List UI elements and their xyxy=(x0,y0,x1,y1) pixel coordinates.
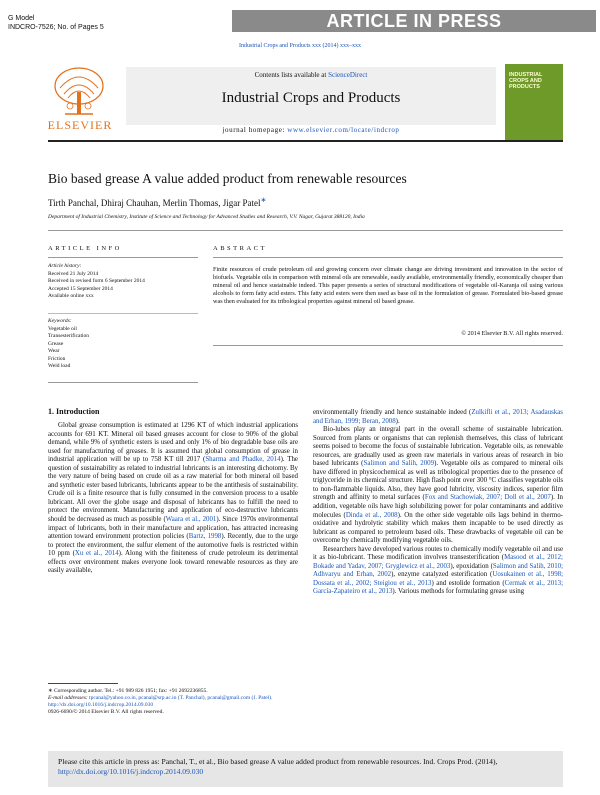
header-rule xyxy=(48,140,563,142)
corresponding-author-mark[interactable]: ∗ xyxy=(260,196,267,204)
journal-homepage xyxy=(126,126,496,134)
sciencedirect-link[interactable]: ScienceDirect xyxy=(328,71,368,79)
paragraph-text: ). Vegetable oils as compared to mineral oils have differed in physicochemical as well as tribological properties due to the presence of triglyceride in its chemical structure. High flash point over 300 °C classifies vegetable oils to non-flammable liquids. Also, they have good lubricity, viscosity indices, superior film strength and affinity to metal surfaces ( xyxy=(313,460,563,502)
paragraph-text: ). Recently, due to the urge to protect the environment, the sulfur element of the automotive fuels is restricted within 10 ppm ( xyxy=(48,533,298,558)
journal-citation-line[interactable]: Industrial Crops and Products xxx (2014) xxx–xxx xyxy=(239,43,361,49)
abstract-heading: ABSTRACT xyxy=(213,245,267,252)
manuscript-id xyxy=(8,14,104,32)
article-info-rule xyxy=(48,257,198,258)
doi-link[interactable]: http://dx.doi.org/10.1016/j.indcrop.2014.09.030 xyxy=(48,702,154,708)
reference-link[interactable]: Cermak et al., 2013; García-Zapateiro et al., 2013 xyxy=(313,579,563,596)
keyword: Transesterification xyxy=(48,333,90,339)
homepage-link[interactable]: www.elsevier.com/locate/indcrop xyxy=(287,126,400,134)
keyword: Wear xyxy=(48,348,60,354)
reference-link[interactable]: Xu et al., 2014 xyxy=(74,550,119,558)
paragraph-text: Researchers have developed various routes to chemically modify vegetable oil and use it as bio-lubricant. These modification involves transesterification ( xyxy=(313,545,563,562)
paragraph-text: ). xyxy=(395,417,400,425)
paragraph-text: ) and estolide formation ( xyxy=(431,579,505,587)
keywords xyxy=(48,318,198,371)
footnote-rule xyxy=(48,683,118,684)
cover-title: INDUSTRIAL CROPS AND PRODUCTS xyxy=(509,72,543,90)
paragraph xyxy=(313,426,563,546)
keyword: Vegetable oil xyxy=(48,325,77,332)
homepage-label: journal homepage: xyxy=(222,126,288,134)
footnotes xyxy=(48,688,308,716)
contents-line xyxy=(126,71,496,79)
affiliation: Department of Industrial Chemistry, Institute of Science and Technology for Advanced Studies and Research, V.V. Nagar, Gujarat 388120, India xyxy=(48,214,365,220)
body-column-left xyxy=(48,422,298,576)
paragraph-text: ). The question of sustainability as related to industrial lubricants is an interesting dichotomy. By the very nature of being based on crude oil as a raw material for both mineral oil based and synthetic ester based lubricants, lubricants appear to be the antithesis of sustainability. Crude oil is a finite resource that is fully consumed in the conversion process to a usable lubricant. All over the globe usage and disposal of lubricants has to fulfill the need to protect the environment. Manufacturing and application of eco-destructive lubricants should be decreased as much as possible ( xyxy=(48,456,298,524)
title-rule xyxy=(48,230,563,231)
email-label: E-mail addresses: xyxy=(48,695,90,701)
keyword: Grease xyxy=(48,340,64,347)
article-in-press-banner: ARTICLE IN PRESS xyxy=(232,10,596,32)
reference-link[interactable]: Sharma and Phadke, 2014 xyxy=(205,456,281,464)
paragraph-text: ). Along with the finiteness of crude petroleum its detrimental effects over environment makes everyone look toward renewable resources as they are easily available, xyxy=(48,550,299,575)
author-list xyxy=(48,196,563,208)
journal-title: Industrial Crops and Products xyxy=(221,90,401,106)
section-heading-introduction: 1. Introduction xyxy=(48,407,100,416)
email-addresses[interactable]: tpcanal@yahoo.co.in, pcanal@srp.ac.in (T. Panchal), pcanal@gmail.com (J. Patel). xyxy=(89,695,273,701)
history-item: Received in revised form 6 September 2014 xyxy=(48,278,145,284)
history-item: Accepted 15 September 2014 xyxy=(48,285,113,292)
reference-link[interactable]: Salimon and Salih, 2009 xyxy=(363,460,435,468)
copyright: © 2014 Elsevier B.V. All rights reserved. xyxy=(461,330,563,337)
history-item: Received 21 July 2014 xyxy=(48,270,99,277)
abstract-rule xyxy=(213,257,563,258)
elsevier-wordmark: ELSEVIER xyxy=(47,118,113,132)
manuscript-pages: INDCRO-7526; No. of Pages 5 xyxy=(8,24,104,31)
paragraph-text: Global grease consumption is estimated at 1296 KT of which industrial applications accounts for 691 KT. Mineral oil based greases account for close to 90% of the global demand, while 9% of synthetic esters is used and only 1% of bio degradable base oils are used for manufacturing of greases. It is assumed that global consumption of grease in industrial application will be up to 758 KT till 2017 ( xyxy=(48,422,298,464)
keywords-rule xyxy=(48,313,198,314)
reference-link[interactable]: Bartz, 1998 xyxy=(188,533,222,541)
elsevier-tree-logo xyxy=(50,66,108,118)
article-history xyxy=(48,263,198,301)
reference-link[interactable]: Masood et al., 2012; Bokade and Yadav, 2007; Gryglewicz et al., 2003 xyxy=(313,554,563,570)
paragraph-text: ). Since 1970s environmental impact of lubricants, both in their manufacture and application, has attracted increasing attention toward environment protection policies ( xyxy=(48,516,298,541)
paragraph xyxy=(48,422,298,576)
paragraph-text: ), epoxidation ( xyxy=(450,562,493,570)
keyword: Friction xyxy=(48,355,66,362)
paragraph-text: ). In addition, vegetable oils have high solubilizing power for polar contaminants and additive molecules ( xyxy=(313,494,563,519)
corresponding-author-note: ∗ Corresponding author. Tel.: +91 989 826 1951; fax: +91 2692236855. xyxy=(48,688,208,694)
reference-link[interactable]: Waara et al., 2001 xyxy=(165,516,217,524)
history-label: Article history: xyxy=(48,263,82,269)
email-line xyxy=(48,695,308,702)
paragraph-text: ), enzyme catalyzed esterification ( xyxy=(391,571,493,579)
abstract-text: Finite resources of crude petroleum oil and growing concern over climate change are driving investment and innovation in the sector of biofuels. Vegetable oils in comparison with mineral oils are renewable, easily available, environmentally friendly, economically cheaper than mineral oil and hence sustainable indeed. This paper presents a series of structural modifications of vegetable oil-Karanja oil using various alcohols to form fatty acid esters. This fatty acid esters were then used as base oil in the formulation of grease. Formulated bio-based grease was then evaluated for its tribological properties against mineral oil based grease. xyxy=(213,266,563,305)
reference-link[interactable]: Dinda et al., 2008 xyxy=(345,511,398,519)
abstract-bottom-rule xyxy=(213,345,563,346)
paragraph-text: Bio-lubes play an integral part in the overall scheme of sustainable lubrication. Sourced from plants or organisms that can replenish themselves, this class of lubricant seems poised to become the focus of sustainable lubrication. Vegetable oils, as renewable resources, are gradually used as green raw materials in various areas of research in bio based lubricants ( xyxy=(313,426,563,468)
reference-link[interactable]: Salimon and Salih, 2010; Adhvaryu and Erhan, 2002 xyxy=(313,562,564,579)
keywords-label: Keywords: xyxy=(48,318,72,324)
body-column-right xyxy=(313,409,563,597)
cite-doi-link[interactable]: http://dx.doi.org/10.1016/j.indcrop.2014.09.030 xyxy=(58,767,204,776)
reference-link[interactable]: Uosukainen et al., 1998; Dossata et al., 2002; Steigiou et al., 2013 xyxy=(313,571,564,587)
cite-prefix: Please cite this article in press as: Panchal, T., et al., Bio based grease A value added product from renewable resources. Ind. Crops Prod. (2014), xyxy=(58,757,498,766)
reference-link[interactable]: Fox and Stachowiak, 2007; Doll et al., 2007 xyxy=(424,494,551,502)
paragraph xyxy=(313,409,563,426)
contents-prefix: Contents lists available at xyxy=(254,71,329,79)
keyword: Weld load xyxy=(48,363,71,369)
paragraph-text: ). Various methods for formulating grease using xyxy=(392,588,525,596)
paragraph xyxy=(313,546,563,597)
cite-text xyxy=(58,757,556,777)
issn-line: 0926-6690/© 2014 Elsevier B.V. All rights reserved. xyxy=(48,709,164,715)
paragraph-text: ). On the other side vegetable oils lags behind in thermo-oxidative and hydrolytic stability which makes them incapable to be used directly as lubricant as compared to petroleum based oils. These drawbacks of vegetable oil can be overcome by chemically modifying vegetable oils. xyxy=(313,511,563,545)
article-info-heading: ARTICLE INFO xyxy=(48,245,122,252)
authors-text: Tirth Panchal, Dhiraj Chauhan, Merlin Thomas, Jigar Patel xyxy=(48,198,261,208)
reference-link[interactable]: Zulkifli et al., 2013; Asadauskas and Erhan, 1999; Beran, 2008 xyxy=(313,409,563,425)
paragraph-text: environmentally friendly and hence sustainable indeed ( xyxy=(313,409,472,416)
article-title: Bio based grease A value added product from renewable resources xyxy=(48,171,407,186)
history-item: Available online xxx xyxy=(48,293,94,299)
article-info-bottom-rule xyxy=(48,382,198,383)
g-model-label: G Model xyxy=(8,15,35,22)
